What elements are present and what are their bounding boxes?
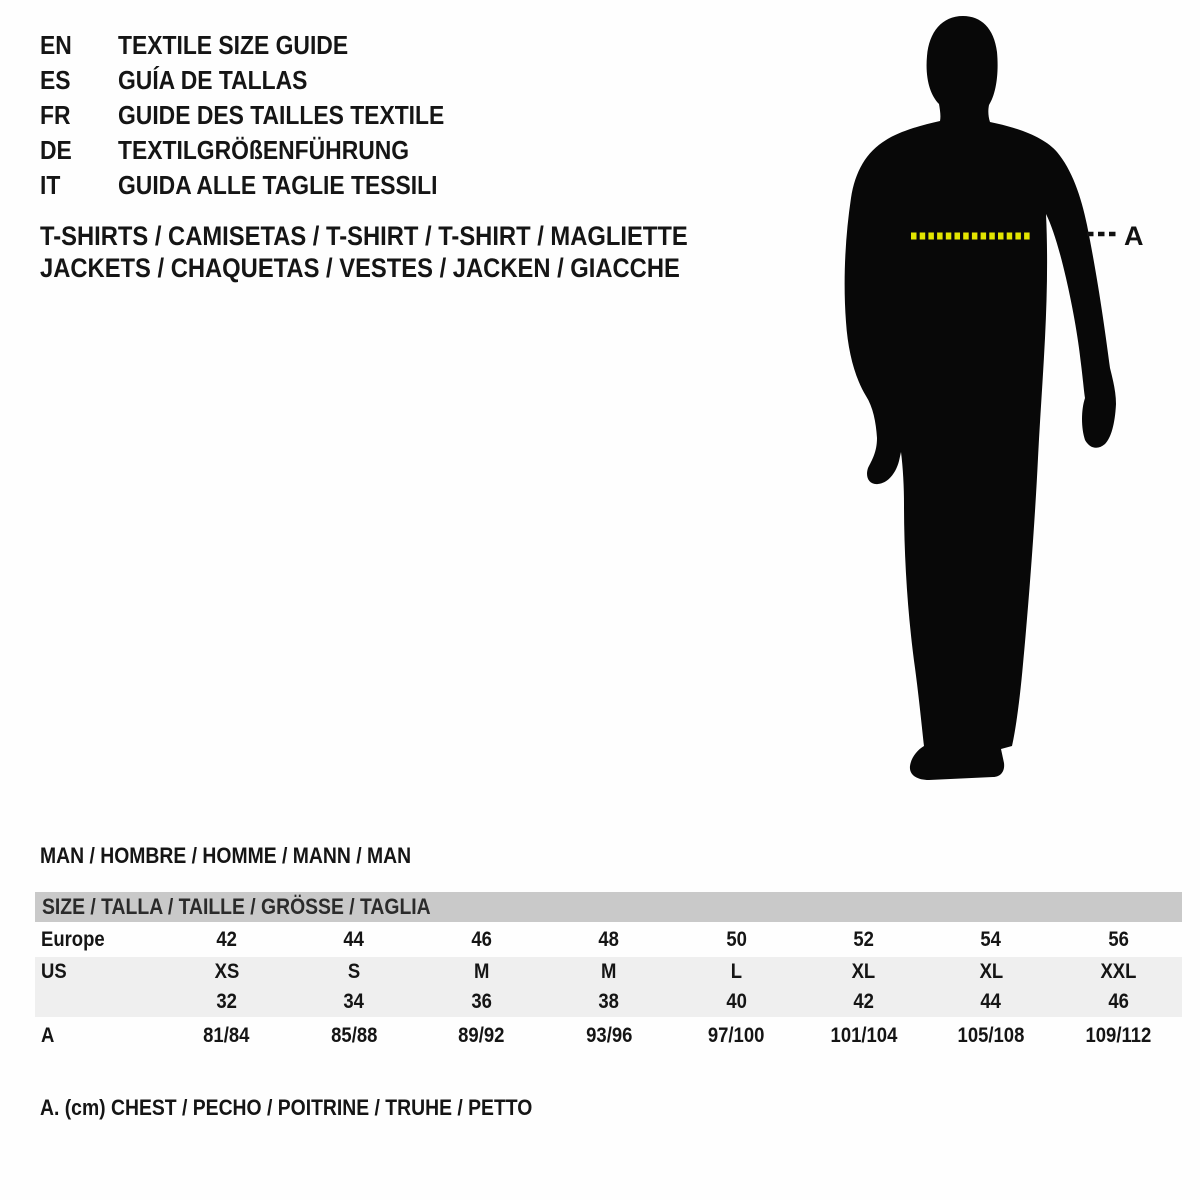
language-row-it [40, 168, 489, 203]
language-row-fr [40, 98, 489, 133]
table-cell: 36 [471, 990, 492, 1013]
table-cell: 34 [343, 990, 365, 1013]
section-title-text: MAN / HOMBRE / HOMME / MANN / MAN [40, 843, 412, 868]
table-cell: M [473, 960, 490, 983]
category-line-tshirts: T-SHIRTS / CAMISETAS / T-SHIRT / T-SHIRT / MAGLIETTE [40, 221, 688, 251]
man-silhouette-figure [838, 8, 1152, 788]
table-cell: 38 [598, 990, 620, 1013]
man-silhouette-shape [845, 16, 1116, 780]
table-cell: 46 [1108, 990, 1129, 1013]
language-title-list [40, 28, 489, 203]
table-cell: 44 [980, 990, 1002, 1013]
language-row-en [40, 28, 489, 63]
guide-title-es: GUÍA DE TALLAS [118, 65, 308, 95]
table-cell: 50 [725, 928, 747, 951]
language-code: FR [40, 100, 71, 130]
table-cell: 42 [853, 990, 874, 1013]
table-cell: 44 [343, 928, 365, 951]
language-code: DE [40, 135, 72, 165]
table-cell: L [730, 960, 742, 983]
table-cell: XL [979, 960, 1003, 983]
table-row-numeric [35, 987, 1182, 1017]
category-line-jackets: JACKETS / CHAQUETAS / VESTES / JACKEN / GIACCHE [40, 253, 680, 283]
table-row-chest-cm [35, 1017, 1182, 1055]
measurement-footnote [40, 1095, 599, 1121]
language-row-es [40, 63, 489, 98]
table-cell: 42 [216, 928, 237, 951]
measurement-footnote-text: A. (cm) CHEST / PECHO / POITRINE / TRUHE / PETTO [40, 1095, 533, 1120]
table-row-us [35, 957, 1182, 987]
table-cell: 89/92 [458, 1024, 505, 1047]
man-silhouette [838, 8, 1152, 788]
language-code: IT [40, 170, 61, 200]
language-code: ES [40, 65, 71, 95]
chest-marker-label: A [1124, 221, 1144, 251]
size-table [35, 892, 1182, 1055]
row-label-us: US [41, 960, 67, 983]
table-cell: XL [851, 960, 876, 983]
row-label-europe: Europe [41, 928, 105, 951]
table-cell: S [347, 960, 361, 983]
table-cell: 101/104 [830, 1024, 897, 1047]
garment-category-block [40, 220, 776, 284]
guide-title-en: TEXTILE SIZE GUIDE [118, 30, 349, 60]
table-cell: 48 [598, 928, 620, 951]
table-cell: 32 [216, 990, 237, 1013]
table-cell: 56 [1108, 928, 1129, 951]
table-cell: 81/84 [203, 1024, 250, 1047]
table-cell: 105/108 [957, 1024, 1025, 1047]
table-cell: 40 [725, 990, 747, 1013]
row-label-a: A [41, 1024, 55, 1047]
table-row-europe [35, 922, 1182, 957]
table-cell: 109/112 [1085, 1024, 1152, 1047]
guide-title-it: GUIDA ALLE TAGLIE TESSILI [118, 170, 438, 200]
size-table-header [35, 892, 1182, 922]
guide-title-fr: GUIDE DES TAILLES TEXTILE [118, 100, 445, 130]
table-cell: 85/88 [330, 1024, 378, 1047]
size-table-header-text: SIZE / TALLA / TAILLE / GRÖSSE / TAGLIA [42, 894, 431, 919]
section-title-man [40, 843, 462, 869]
guide-title-de: TEXTILGRÖßENFÜHRUNG [118, 135, 410, 165]
table-cell: 93/96 [585, 1024, 632, 1047]
table-cell: XS [214, 960, 240, 983]
table-cell: 52 [853, 928, 874, 951]
table-cell: 46 [471, 928, 492, 951]
table-cell: 97/100 [707, 1024, 765, 1047]
language-code: EN [40, 30, 72, 60]
language-row-de [40, 133, 489, 168]
table-cell: XXL [1100, 960, 1137, 983]
table-cell: M [601, 960, 617, 983]
table-cell: 54 [980, 928, 1002, 951]
